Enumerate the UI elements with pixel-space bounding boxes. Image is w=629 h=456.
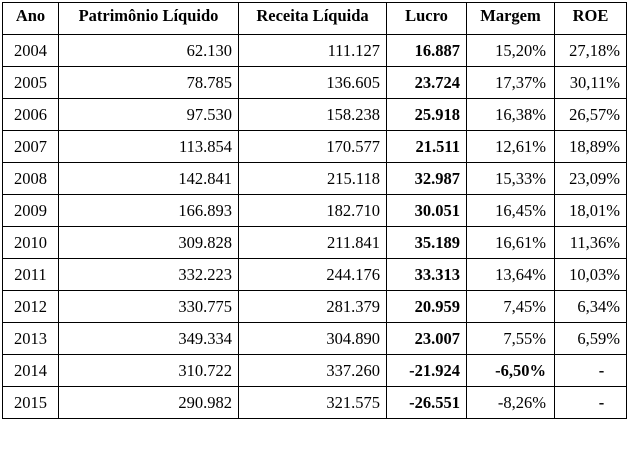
cell-roe: - <box>555 355 627 387</box>
cell-roe: 30,11% <box>555 67 627 99</box>
cell-patrimonio-liquido: 97.530 <box>59 99 239 131</box>
cell-receita-liquida: 211.841 <box>239 227 387 259</box>
table-row <box>3 227 627 259</box>
header-row <box>3 3 627 35</box>
cell-lucro: 23.724 <box>387 67 467 99</box>
cell-patrimonio-liquido: 166.893 <box>59 195 239 227</box>
cell-patrimonio-liquido: 330.775 <box>59 291 239 323</box>
cell-ano: 2014 <box>3 355 59 387</box>
cell-roe: 18,01% <box>555 195 627 227</box>
cell-ano: 2015 <box>3 387 59 419</box>
cell-receita-liquida: 136.605 <box>239 67 387 99</box>
cell-receita-liquida: 170.577 <box>239 131 387 163</box>
cell-ano: 2005 <box>3 67 59 99</box>
cell-lucro: 25.918 <box>387 99 467 131</box>
cell-receita-liquida: 244.176 <box>239 259 387 291</box>
cell-margem: 17,37% <box>467 67 555 99</box>
cell-receita-liquida: 281.379 <box>239 291 387 323</box>
cell-lucro: 32.987 <box>387 163 467 195</box>
cell-roe: 18,89% <box>555 131 627 163</box>
cell-lucro: 21.511 <box>387 131 467 163</box>
header-receita-liquida: Receita Líquida <box>239 3 387 35</box>
cell-ano: 2012 <box>3 291 59 323</box>
cell-patrimonio-liquido: 113.854 <box>59 131 239 163</box>
cell-receita-liquida: 182.710 <box>239 195 387 227</box>
cell-ano: 2009 <box>3 195 59 227</box>
cell-lucro: 35.189 <box>387 227 467 259</box>
cell-patrimonio-liquido: 349.334 <box>59 323 239 355</box>
cell-margem: -8,26% <box>467 387 555 419</box>
cell-lucro: 33.313 <box>387 259 467 291</box>
table-row <box>3 259 627 291</box>
cell-patrimonio-liquido: 310.722 <box>59 355 239 387</box>
table-row <box>3 35 627 67</box>
cell-receita-liquida: 304.890 <box>239 323 387 355</box>
cell-patrimonio-liquido: 62.130 <box>59 35 239 67</box>
financial-table <box>2 2 627 419</box>
cell-receita-liquida: 337.260 <box>239 355 387 387</box>
cell-receita-liquida: 215.118 <box>239 163 387 195</box>
table-row <box>3 99 627 131</box>
cell-margem: 13,64% <box>467 259 555 291</box>
cell-roe: 27,18% <box>555 35 627 67</box>
cell-margem: 15,20% <box>467 35 555 67</box>
table-row <box>3 195 627 227</box>
cell-lucro: 20.959 <box>387 291 467 323</box>
cell-patrimonio-liquido: 309.828 <box>59 227 239 259</box>
cell-margem: 7,55% <box>467 323 555 355</box>
cell-roe: 6,59% <box>555 323 627 355</box>
table-row <box>3 323 627 355</box>
cell-patrimonio-liquido: 290.982 <box>59 387 239 419</box>
cell-roe: 26,57% <box>555 99 627 131</box>
cell-lucro: -21.924 <box>387 355 467 387</box>
cell-receita-liquida: 111.127 <box>239 35 387 67</box>
cell-ano: 2004 <box>3 35 59 67</box>
header-lucro: Lucro <box>387 3 467 35</box>
cell-margem: 12,61% <box>467 131 555 163</box>
cell-margem: 16,38% <box>467 99 555 131</box>
cell-ano: 2008 <box>3 163 59 195</box>
table-row <box>3 291 627 323</box>
cell-receita-liquida: 158.238 <box>239 99 387 131</box>
cell-margem: 15,33% <box>467 163 555 195</box>
cell-margem: -6,50% <box>467 355 555 387</box>
cell-lucro: -26.551 <box>387 387 467 419</box>
cell-margem: 16,61% <box>467 227 555 259</box>
cell-patrimonio-liquido: 332.223 <box>59 259 239 291</box>
cell-ano: 2010 <box>3 227 59 259</box>
cell-patrimonio-liquido: 142.841 <box>59 163 239 195</box>
cell-roe: 23,09% <box>555 163 627 195</box>
cell-ano: 2013 <box>3 323 59 355</box>
header-ano: Ano <box>3 3 59 35</box>
cell-ano: 2007 <box>3 131 59 163</box>
table-row <box>3 355 627 387</box>
cell-receita-liquida: 321.575 <box>239 387 387 419</box>
cell-roe: 10,03% <box>555 259 627 291</box>
cell-lucro: 30.051 <box>387 195 467 227</box>
cell-lucro: 23.007 <box>387 323 467 355</box>
cell-margem: 16,45% <box>467 195 555 227</box>
table-row <box>3 387 627 419</box>
cell-roe: 11,36% <box>555 227 627 259</box>
cell-roe: 6,34% <box>555 291 627 323</box>
header-patrimonio-liquido: Patrimônio Líquido <box>59 3 239 35</box>
cell-lucro: 16.887 <box>387 35 467 67</box>
cell-patrimonio-liquido: 78.785 <box>59 67 239 99</box>
cell-ano: 2011 <box>3 259 59 291</box>
cell-ano: 2006 <box>3 99 59 131</box>
table-row <box>3 163 627 195</box>
table-row <box>3 131 627 163</box>
cell-margem: 7,45% <box>467 291 555 323</box>
table-row <box>3 67 627 99</box>
header-roe: ROE <box>555 3 627 35</box>
cell-roe: - <box>555 387 627 419</box>
header-margem: Margem <box>467 3 555 35</box>
